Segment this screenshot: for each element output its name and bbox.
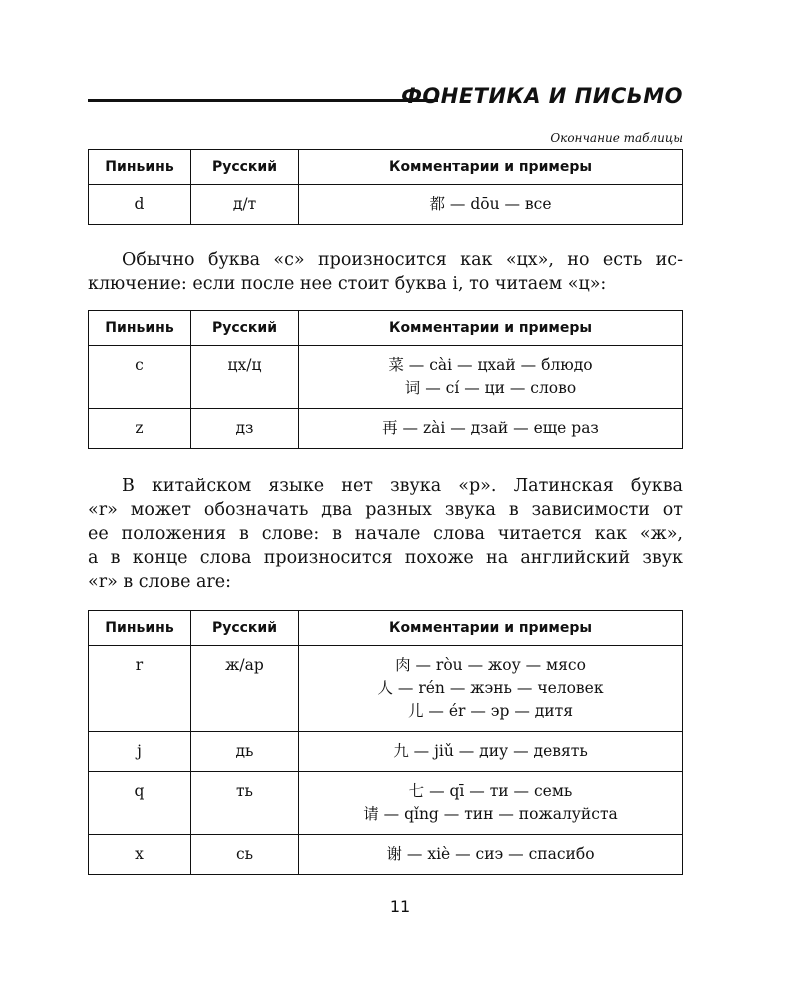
paragraph-line: Обычно буква «c» произносится как «цх», но есть ис- bbox=[122, 250, 683, 270]
example-line: 肉 — ròu — жоу — мясо bbox=[395, 656, 586, 674]
paragraph-line: ключение: если после нее стоит буква i, то читаем «ц»: bbox=[88, 274, 607, 294]
table-header-row bbox=[89, 150, 683, 185]
pinyin-cell: x bbox=[89, 835, 191, 875]
examples-cell bbox=[299, 732, 683, 772]
russian-cell: сь bbox=[191, 835, 299, 875]
column-header-russian: Русский bbox=[191, 150, 299, 185]
pinyin-cell: c bbox=[89, 346, 191, 409]
russian-cell: д/т bbox=[191, 185, 299, 225]
examples-cell bbox=[299, 185, 683, 225]
table-row bbox=[89, 772, 683, 835]
column-header-russian: Русский bbox=[191, 311, 299, 346]
table-continuation-label: Окончание таблицы bbox=[550, 131, 683, 145]
russian-cell: ть bbox=[191, 772, 299, 835]
column-header-pinyin: Пиньинь bbox=[89, 611, 191, 646]
running-header bbox=[88, 84, 683, 116]
section-title: ФОНЕТИКА И ПИСЬМО bbox=[401, 84, 683, 108]
example-line: 儿 — ér — эр — дитя bbox=[408, 702, 573, 720]
column-header-pinyin: Пиньинь bbox=[89, 311, 191, 346]
example-line: 七 — qī — ти — семь bbox=[408, 782, 573, 800]
table-row bbox=[89, 185, 683, 225]
column-header-russian: Русский bbox=[191, 611, 299, 646]
paragraph-line: В китайском языке нет звука «р». Латинская буква bbox=[122, 476, 683, 496]
pinyin-cell: z bbox=[89, 409, 191, 449]
paragraph-line: «r» в слове are: bbox=[88, 572, 232, 592]
pinyin-cell: q bbox=[89, 772, 191, 835]
examples-cell bbox=[299, 346, 683, 409]
russian-cell: ж/ар bbox=[191, 646, 299, 732]
column-header-pinyin: Пиньинь bbox=[89, 150, 191, 185]
column-header-comments: Комментарии и примеры bbox=[299, 150, 683, 185]
table-header-row bbox=[89, 311, 683, 346]
russian-cell: цх/ц bbox=[191, 346, 299, 409]
example-line: 请 — qǐng — тин — пожалуйста bbox=[363, 805, 618, 823]
examples-cell bbox=[299, 646, 683, 732]
column-header-comments: Комментарии и примеры bbox=[299, 311, 683, 346]
paragraph-letter-c bbox=[88, 248, 683, 296]
russian-cell: дь bbox=[191, 732, 299, 772]
pinyin-table-r-j-q-x bbox=[88, 610, 683, 875]
example-line: 词 — cí — ци — слово bbox=[404, 379, 577, 397]
column-header-comments: Комментарии и примеры bbox=[299, 611, 683, 646]
paragraph-letter-r bbox=[88, 474, 683, 594]
header-rule bbox=[88, 99, 438, 102]
example-line: 再 — zài — дзай — еще раз bbox=[382, 419, 599, 437]
table-row bbox=[89, 646, 683, 732]
paragraph-line: а в конце слова произносится похоже на английский звук bbox=[88, 548, 683, 568]
example-line: 都 — dōu — все bbox=[429, 195, 552, 213]
page-number: 11 bbox=[389, 897, 411, 916]
pinyin-table-d bbox=[88, 149, 683, 225]
examples-cell bbox=[299, 409, 683, 449]
pinyin-cell: j bbox=[89, 732, 191, 772]
table-row bbox=[89, 346, 683, 409]
table-row bbox=[89, 835, 683, 875]
paragraph-line: «r» может обозначать два разных звука в зависимости от bbox=[88, 500, 683, 520]
russian-cell: дз bbox=[191, 409, 299, 449]
example-line: 人 — rén — жэнь — человек bbox=[377, 679, 604, 697]
example-line: 菜 — cài — цхай — блюдо bbox=[388, 356, 593, 374]
table-row bbox=[89, 732, 683, 772]
examples-cell bbox=[299, 772, 683, 835]
table-header-row bbox=[89, 611, 683, 646]
paragraph-line: ее положения в слове: в начале слова читается как «ж», bbox=[88, 524, 683, 544]
pinyin-cell: d bbox=[89, 185, 191, 225]
example-line: 九 — jiǔ — диу — девять bbox=[393, 742, 588, 760]
table-row bbox=[89, 409, 683, 449]
pinyin-cell: r bbox=[89, 646, 191, 732]
pinyin-table-c-z bbox=[88, 310, 683, 449]
examples-cell bbox=[299, 835, 683, 875]
example-line: 谢 — xiè — сиэ — спасибо bbox=[386, 845, 595, 863]
